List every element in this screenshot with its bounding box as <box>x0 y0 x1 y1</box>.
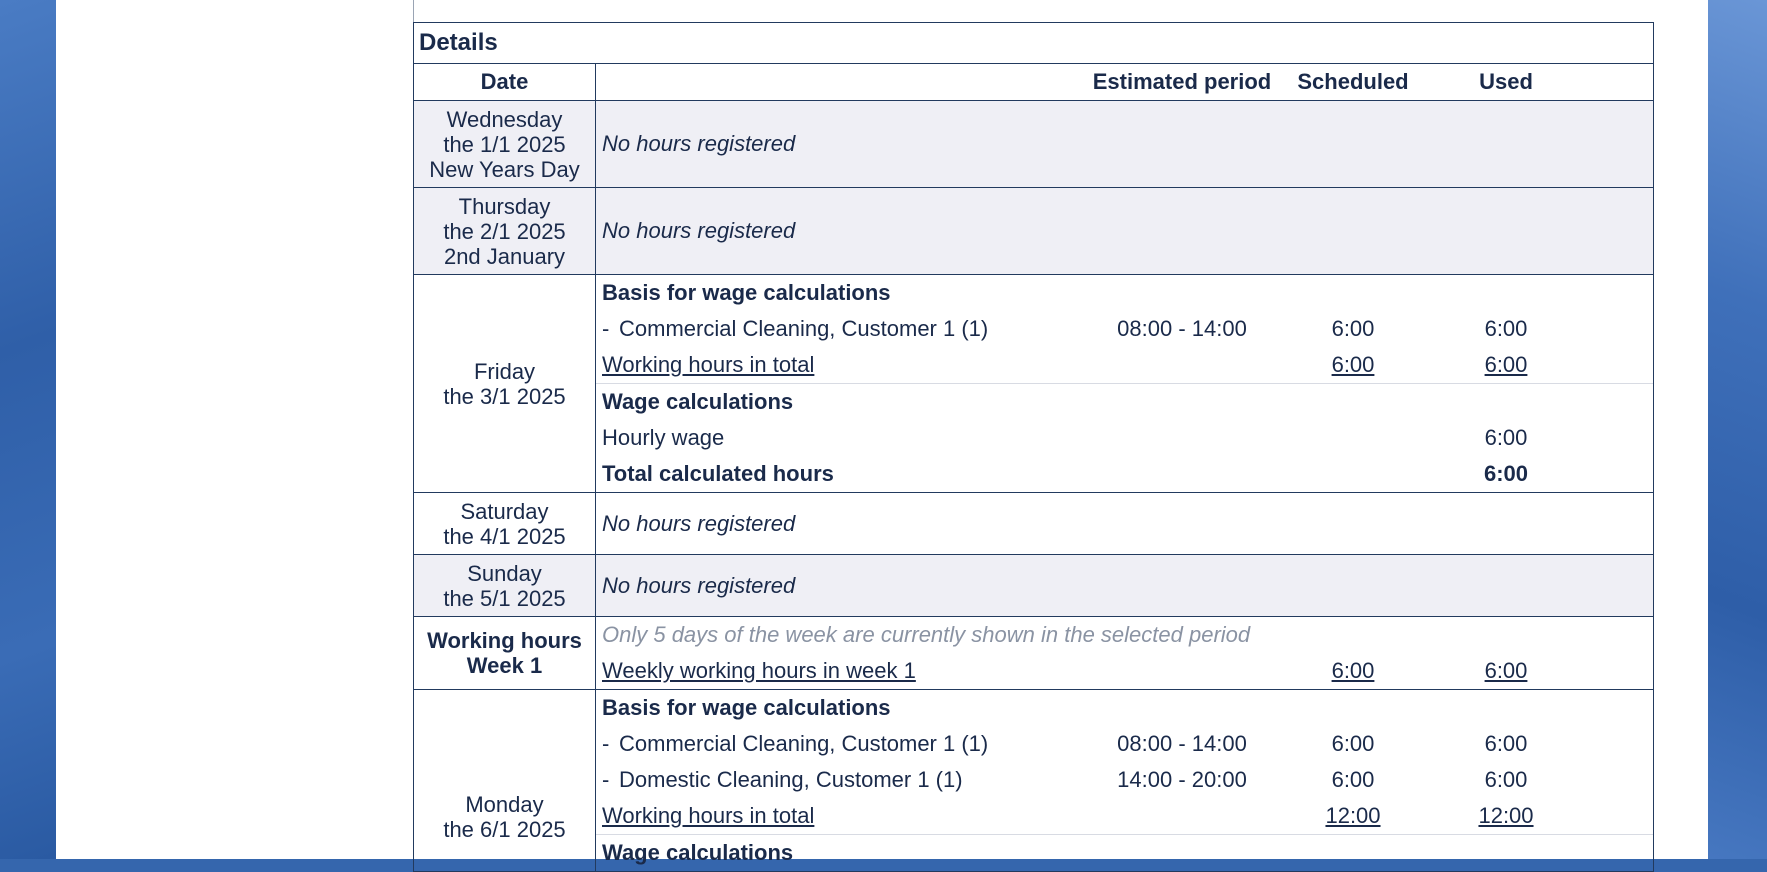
weekday: Wednesday <box>446 106 563 132</box>
holiday-name: New Years Day <box>429 156 580 182</box>
weekday: Sunday <box>467 560 542 586</box>
wage-heading: Wage calculations <box>596 384 1086 421</box>
weekly-scheduled: 6:00 <box>1331 658 1375 683</box>
day-row-monday <box>414 690 1654 872</box>
entry-scheduled: 6:00 <box>1331 316 1375 341</box>
header-row-rest <box>596 64 1654 101</box>
day-row-sunday <box>414 555 1654 617</box>
no-hours-text: No hours registered <box>602 572 796 598</box>
day-row-thursday <box>414 188 1654 275</box>
date-cell <box>414 188 596 275</box>
no-hours-text: No hours registered <box>602 510 796 536</box>
weekday: Saturday <box>460 498 549 524</box>
partial-week-note: Only 5 days of the week are currently shown in the selected period <box>602 622 1251 647</box>
entry-period: 08:00 - 14:00 <box>1117 316 1247 341</box>
entry-scheduled: 6:00 <box>1331 767 1375 792</box>
weekly-hours-label: Weekly working hours in week 1 <box>602 658 916 683</box>
wage-heading: Wage calculations <box>596 835 1086 872</box>
entry-dash: - <box>602 731 610 756</box>
weekday: Monday <box>465 792 544 817</box>
header-used: Used <box>1479 69 1533 94</box>
entry-label: Commercial Cleaning, Customer 1 (1) <box>619 316 989 341</box>
entry-dash: - <box>602 316 610 341</box>
day-row-friday <box>414 275 1654 493</box>
entry-label: Domestic Cleaning, Customer 1 (1) <box>619 767 963 792</box>
entry-dash: - <box>602 767 610 792</box>
desktop-background-right <box>1708 0 1767 859</box>
week-summary-row <box>414 617 1654 690</box>
date-cell <box>414 101 596 188</box>
week-label-cell <box>414 617 596 690</box>
weekly-used: 6:00 <box>1484 658 1528 683</box>
basis-heading: Basis for wage calculations <box>602 280 891 305</box>
desktop-background-left <box>0 0 56 859</box>
week-label: Working hours <box>427 628 582 653</box>
date-cell <box>414 493 596 555</box>
date-text: the 3/1 2025 <box>443 383 566 409</box>
details-title: Details <box>414 23 1654 64</box>
entry-period: 14:00 - 20:00 <box>1117 767 1247 792</box>
entry-used: 6:00 <box>1484 316 1528 341</box>
date-text: the 2/1 2025 <box>443 218 566 244</box>
day-row-saturday <box>414 493 1654 555</box>
date-text: the 1/1 2025 <box>443 131 566 157</box>
total-scheduled: 12:00 <box>1325 803 1381 828</box>
date-cell <box>414 690 596 872</box>
wage-entry <box>596 726 1653 762</box>
date-text: the 4/1 2025 <box>443 523 566 549</box>
header-date: Date <box>414 64 596 101</box>
date-text: the 6/1 2025 <box>443 817 566 842</box>
total-used: 6:00 <box>1484 352 1528 377</box>
holiday-name: 2nd January <box>443 243 566 269</box>
basis-heading: Basis for wage calculations <box>602 695 891 720</box>
week-number: Week 1 <box>466 653 543 678</box>
no-hours-text: No hours registered <box>602 131 796 156</box>
no-hours-text: No hours registered <box>602 218 796 243</box>
working-hours-total-label: Working hours in total <box>602 803 815 828</box>
entry-used: 6:00 <box>1484 731 1528 756</box>
details-table <box>413 22 1654 872</box>
entry-period: 08:00 - 14:00 <box>1117 731 1247 756</box>
total-scheduled: 6:00 <box>1331 352 1375 377</box>
date-cell <box>414 555 596 617</box>
date-cell <box>414 275 596 493</box>
day-row-wednesday <box>414 101 1654 188</box>
hourly-wage-used: 6:00 <box>1484 425 1528 450</box>
entry-scheduled: 6:00 <box>1331 731 1375 756</box>
header-estimated-period: Estimated period <box>1092 69 1272 94</box>
total-calculated-used: 6:00 <box>1483 461 1529 486</box>
wage-entry <box>596 762 1653 798</box>
header-scheduled: Scheduled <box>1297 69 1409 94</box>
entry-label: Commercial Cleaning, Customer 1 (1) <box>619 731 989 756</box>
total-calculated-label: Total calculated hours <box>602 461 834 486</box>
hourly-wage-label: Hourly wage <box>602 425 725 450</box>
weekday: Friday <box>473 358 536 384</box>
date-text: the 5/1 2025 <box>443 585 566 611</box>
total-used: 12:00 <box>1478 803 1534 828</box>
entry-used: 6:00 <box>1484 767 1528 792</box>
working-hours-total-label: Working hours in total <box>602 352 815 377</box>
weekday: Thursday <box>458 193 551 219</box>
wage-entry <box>596 311 1653 347</box>
